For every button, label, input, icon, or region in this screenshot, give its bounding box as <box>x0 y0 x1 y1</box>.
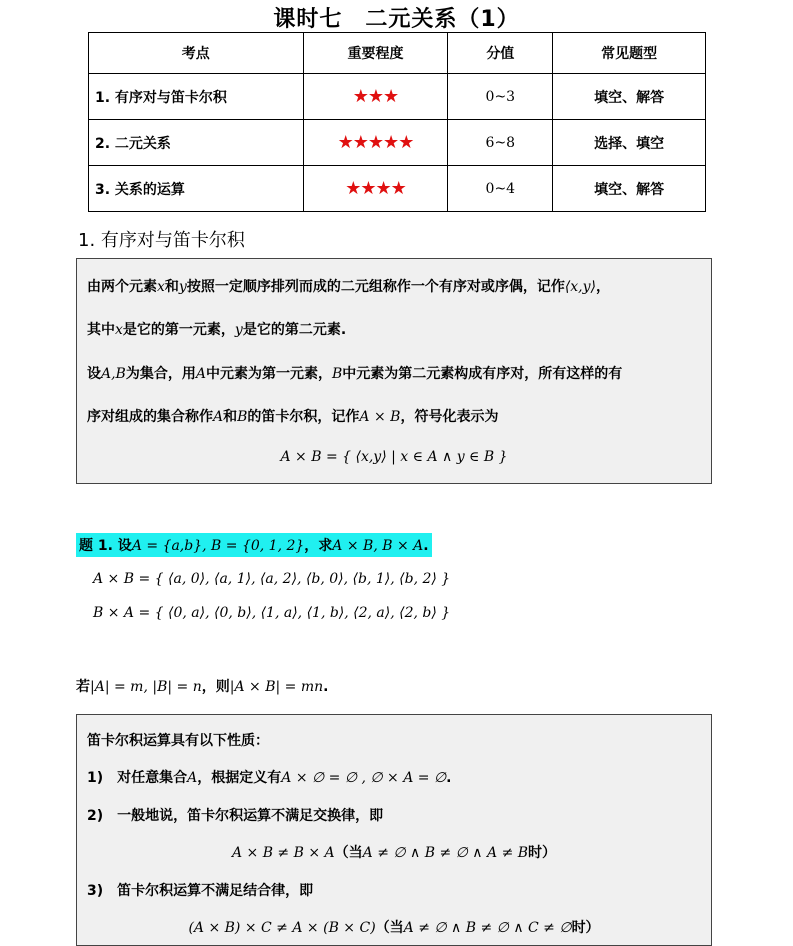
importance-stars: ★★★★★ <box>337 132 414 153</box>
property-3: 3) 笛卡尔积运算不满足结合律，即 <box>87 883 314 899</box>
property-1: 1) 对任意集合A，根据定义有A × ∅ = ∅ , ∅ × A = ∅. <box>87 770 452 786</box>
row-score: 0~3 <box>448 74 553 120</box>
answer-a-times-b: A × B = { ⟨a, 0⟩, ⟨a, 1⟩, ⟨a, 2⟩, ⟨b, 0⟩, ⟨b, 1⟩, ⟨b, 2⟩ } <box>93 571 451 587</box>
header-question-types: 常见题型 <box>553 33 706 74</box>
table-row <box>89 166 706 212</box>
question-1: 题 1. 设A = {a,b}, B = {0, 1, 2}，求A × B, B × A. <box>76 533 432 557</box>
property-2-formula: A × B ≠ B × A（当A ≠ ∅ ∧ B ≠ ∅ ∧ A ≠ B时） <box>231 845 557 861</box>
table-row <box>89 74 706 120</box>
definition-line-1: 由两个元素x和y按照一定顺序排列而成的二元组称作一个有序对或序偶，记作⟨x,y⟩， <box>87 279 611 295</box>
row-types: 选择、填空 <box>553 120 706 166</box>
cardinality-note: 若|A| = m, |B| = n，则|A × B| = mn. <box>76 679 329 695</box>
cartesian-product-formula: A × B = { ⟨x,y⟩ | x ∈ A ∧ y ∈ B } <box>280 449 508 465</box>
definition-box <box>76 258 712 484</box>
section-heading: 1. 有序对与笛卡尔积 <box>78 230 245 251</box>
importance-stars: ★★★ <box>352 86 399 107</box>
property-2: 2) 一般地说，笛卡尔积运算不满足交换律，即 <box>87 808 384 824</box>
header-score: 分值 <box>448 33 553 74</box>
row-topic: 3. 关系的运算 <box>89 166 304 212</box>
definition-line-3: 设A,B为集合，用A中元素为第一元素，B中元素为第二元素构成有序对，所有这样的有 <box>87 366 623 382</box>
row-types: 填空、解答 <box>553 166 706 212</box>
topic-summary-table <box>88 32 706 212</box>
header-topic: 考点 <box>89 33 304 74</box>
table-row <box>89 120 706 166</box>
row-score: 6~8 <box>448 120 553 166</box>
table-header-row <box>89 33 706 74</box>
answer-b-times-a: B × A = { ⟨0, a⟩, ⟨0, b⟩, ⟨1, a⟩, ⟨1, b⟩, ⟨2, a⟩, ⟨2, b⟩ } <box>93 605 451 621</box>
definition-line-2: 其中x是它的第一元素，y是它的第二元素. <box>87 322 347 338</box>
importance-stars: ★★★★ <box>345 178 406 199</box>
row-score: 0~4 <box>448 166 553 212</box>
row-topic: 1. 有序对与笛卡尔积 <box>89 74 304 120</box>
property-3-formula: (A × B) × C ≠ A × (B × C)（当A ≠ ∅ ∧ B ≠ ∅ ∧ C ≠ ∅时） <box>188 920 600 936</box>
header-importance: 重要程度 <box>303 33 448 74</box>
page-title: 课时七 二元关系（1） <box>273 7 520 32</box>
row-topic: 2. 二元关系 <box>89 120 304 166</box>
definition-line-4: 序对组成的集合称作A和B的笛卡尔积，记作A × B，符号化表示为 <box>87 409 499 425</box>
properties-heading: 笛卡尔积运算具有以下性质： <box>87 733 269 749</box>
properties-box <box>76 714 712 946</box>
row-types: 填空、解答 <box>553 74 706 120</box>
